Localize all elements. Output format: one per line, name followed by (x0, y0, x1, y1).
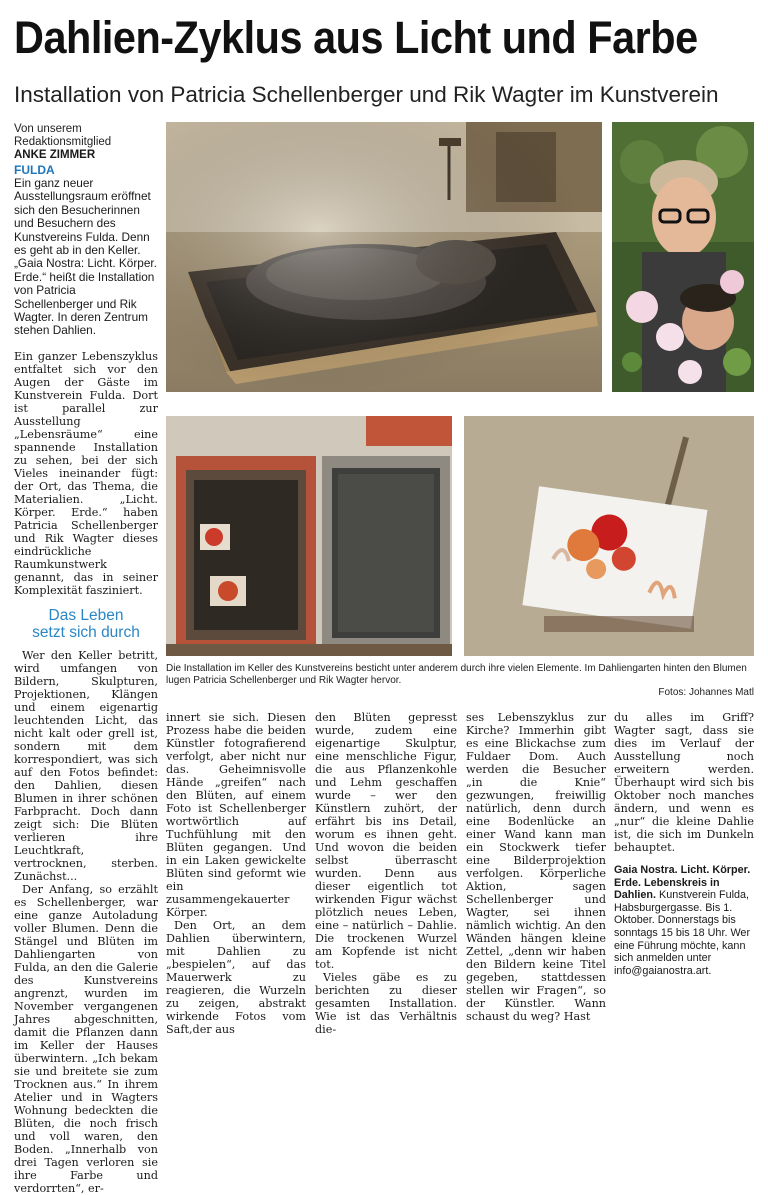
dateline: FULDA (14, 163, 55, 177)
byline-line2: Redaktionsmitglied (14, 136, 112, 148)
photo-artists-portrait (612, 122, 754, 392)
subheadline: Installation von Patricia Schellenberger und Rik Wagter im Kunstverein (14, 82, 719, 107)
lead-paragraph: Ein ganz neuer Ausstellungsraum eröffnet sich den Besucherinnen und Besuchern des Kunstvereins Fulda. Denn es geht ab in den Keller. „Gaia Nostra: Licht. Körper. Erde.“ heißt die Installation von Patricia Schellenberger und Rik Wagter. In deren Zentrum stehen Dahlien. (14, 176, 157, 338)
column-3-text-a: den Blüten gepresst wurde, zudem eine eigenartige Skulptur, eine menschliche Figur, die aus Pflanzenkohle und Lehm geschaffen wurde – wer den Künstlern zuhört, der erfährt bis ins Detail, worum es ihnen geht. Und wovon die beiden selbst überrascht wurden. Denn aus dieser eigentlich tot wirkenden Figur wächst plötzlich neues Leben, eine – natürlich – Dahlie. Die trockenen Wurzel am Kopfende ist nicht tot. (315, 711, 457, 971)
column-2-text-a: innert sie sich. Diesen Prozess habe die beiden Künstler fotografierend verfolgt, aber nicht nur das. Geheimnisvolle Hände „greifen“ nach den Blüten, auf einem Foto ist Schellenberger wortwörtlich auf Tuchfühlung mit den Blüten gegangen. Und in ein Laken gewickelte Blüten sind geformt wie ein zusammengekauerter Körper. (166, 711, 306, 919)
column-2 (166, 711, 306, 1036)
column-4 (466, 711, 606, 1023)
byline-author: ANKE ZIMMER (14, 149, 96, 161)
photo-charcoal-figure-box (166, 122, 602, 392)
paragraph-3: Der Anfang, so erzählt es Schellenberger, war eine ganze Autoladung voller Blumen. Denn die Stängel und Blüten im Dahliengarten von Fulda, an den die Galerie des Kunstvereins angrenzt, wurden im November vergangenen Jahres abgeschnitten, damit die Pflanzen dann im Keller der Hauses überwintern. „Ich bekam sie und breitete sie zum Trocknen aus.“ In ihrem Atelier und in Wagters Wohnung bedeckten die Blüten, die noch frisch und voll waren, den Boden. „Innerhalb von drei Tagen verloren sie ihre Farbe und verdorrten“, er- (14, 882, 158, 1195)
column-2-text-b: Den Ort, an dem Dahlien überwintern, mit Dahlien zu „bespielen“, auf das Mauerwerk zu reagieren, die Wurzeln zu zeigen, abstrakt wirkende Fotos vom Saft,der aus (166, 919, 306, 1036)
subheading-line1: Das Leben (48, 606, 124, 624)
paragraph-1: Ein ganzer Lebenszyklus entfaltet sich vor den Augen der Gäste im Kunstverein Fulda. Dort ist parallel zur Ausstellung „Lebensräume“ eine spannende Installation zu sehen, bei der sich Vieles ineinander fügt: der Ort, das Thema, die Materialien. „Licht. Körper. Erde.“ haben Patricia Schellenberger und Rik Wagter dieses eindrückliche Raumkunstwerk genannt, das in seiner Komplexität fasziniert. (14, 349, 158, 597)
photo-caption (166, 663, 754, 699)
charcoal-figure-image (166, 122, 602, 392)
cellar-oven-image (166, 416, 452, 656)
left-column (14, 123, 158, 1195)
column-5 (614, 711, 754, 977)
column-3-text-b: Vieles gäbe es zu berichten zu dieser gesamten Installation. Wie ist das Verhältnis die- (315, 971, 457, 1036)
info-box-title: Gaia Nostra. Licht. Körper. Erde. Lebenskreis in Dahlien. (614, 864, 751, 902)
dahlia-print-image (464, 416, 754, 656)
photo-hanging-dahlia-print (464, 416, 754, 656)
subheading (14, 607, 158, 641)
column-3 (315, 711, 457, 1036)
photo-cellar-oven (166, 416, 452, 656)
info-box (614, 864, 754, 977)
subheading-line2: setzt sich durch (32, 623, 140, 641)
photo-credit: Fotos: Johannes Matl (658, 687, 754, 698)
column-5-text: du alles im Griff? Wagter sagt, dass sie dies im Verlauf der Ausstellung noch erweitern werden. Überhaupt wird sich bis Oktober noch manches ändern, und wenn es „nur“ die kleine Dahlie ist, die sich im Dunkeln behauptet. (614, 711, 754, 854)
info-box-text: Kunstverein Fulda, Habsburgergasse. Bis 1. Oktober. Donnerstags bis sonntags 15 bis 18 Uhr. Wer eine Führung möchte, kann sich anmelden unter info@gaianostra.art. (614, 889, 751, 977)
artists-image (612, 122, 754, 392)
paragraph-2: Wer den Keller betritt, wird umfangen von Bildern, Skulpturen, Projektionen, Klängen und einem eigenartig leuchtenden Licht, das nicht kalt oder grell ist, sondern mit dem korrespondiert, was sich auf den Fotos befindet: den Dahlien, diesen Blumen in ihrer schönen Farbpracht. Doch dann zeigt sich: Die Blüten verlieren ihre Leuchtkraft, vertrocknen, sterben. Zunächst... (14, 648, 158, 883)
headline: Dahlien-Zyklus aus Licht und Farbe (14, 12, 698, 63)
column-4-text: ses Lebenszyklus zur Kirche? Immerhin gibt es eine Blickachse zum Fuldaer Dom. Auch werden die Besucher „in die Knie“ gezwungen, freiwillig natürlich, denn durch eine Bodenlücke an einer Wand kann man ein Stockwerk tiefer eine Bilderprojektion verfolgen. Körperliche Aktion, sagen Schellenberger und Wagter, sei ihnen nämlich wichtig. An den Wänden hängen kleine Zettel, „denn wir haben den Bildern keine Titel gegeben, stattdessen stellen wir Fragen“, so der Künstler. Wann schaust du weg? Hast (466, 711, 606, 1023)
byline-line1: Von unserem (14, 123, 82, 135)
caption-text: Die Installation im Keller des Kunstvereins besticht unter anderem durch ihre vielen Elemente. Im Dahliengarten hinten den Blumen lugen Patricia Schellenberger und Rik Wagter hervor. (166, 663, 747, 686)
